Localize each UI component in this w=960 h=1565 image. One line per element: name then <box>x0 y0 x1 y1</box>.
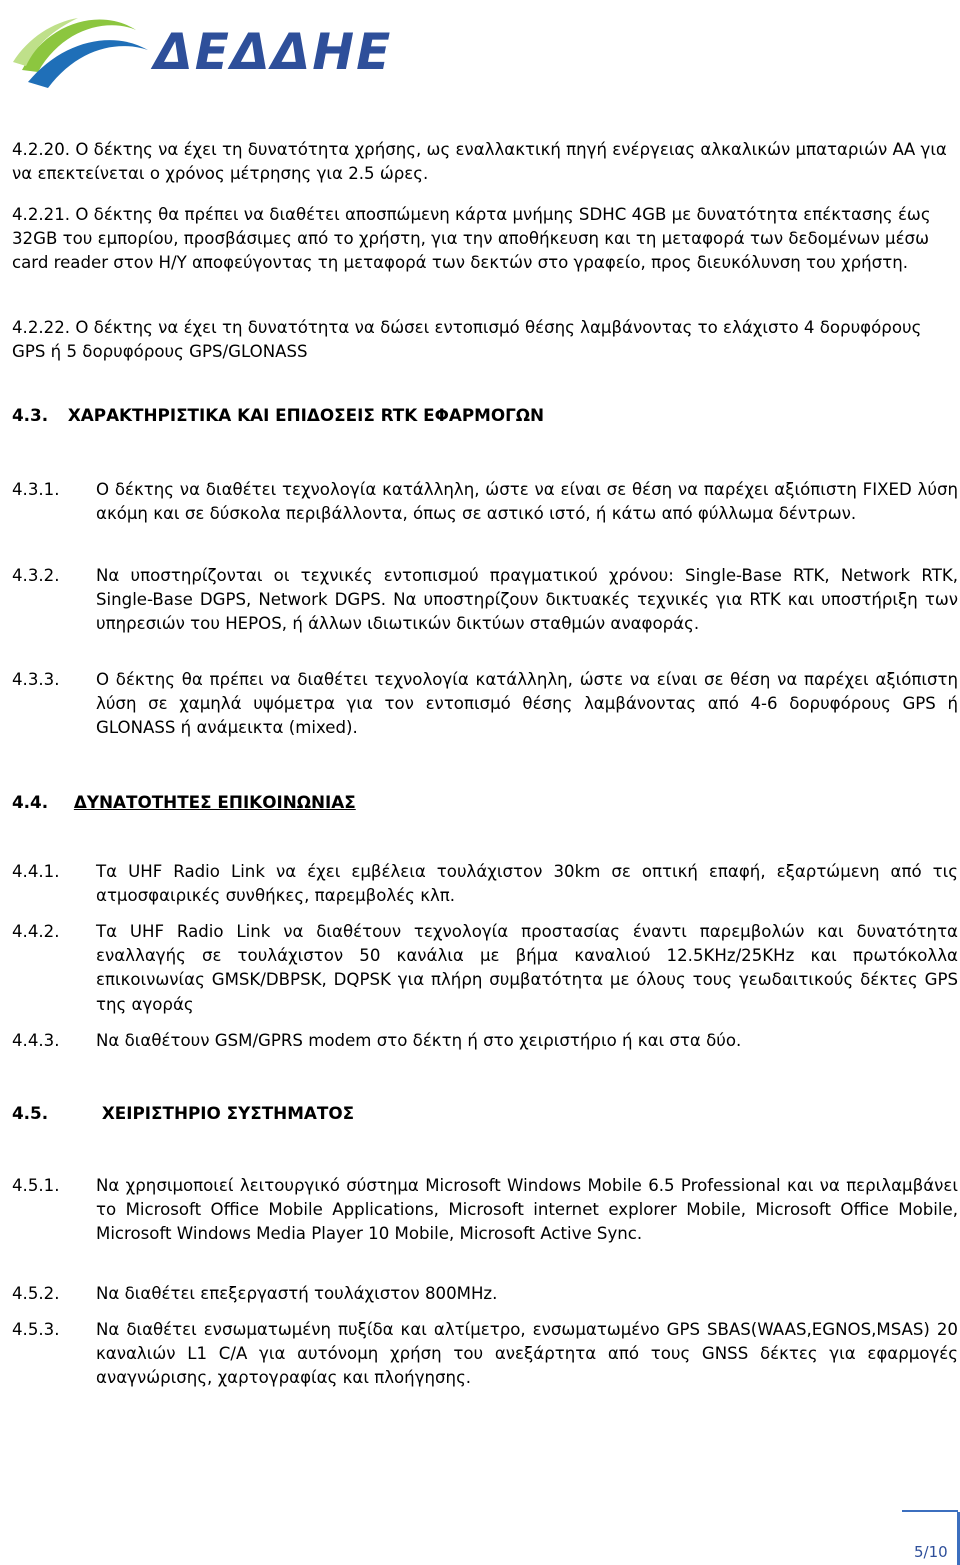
item-number: 4.5.3. <box>12 1320 60 1339</box>
item-number: 4.2.22. <box>12 318 71 337</box>
item-4-4-2 <box>12 920 958 1017</box>
company-logo <box>8 0 428 105</box>
heading-number: 4.5. <box>12 1103 49 1123</box>
item-number: 4.2.21. <box>12 205 71 224</box>
item-text: Τα UHF Radio Link να διαθέτουν τεχνολογία προστασίας έναντι παρεμβολών και δυνατότητα εναλλαγής σε τουλάχιστον 50 κανάλια με βήμα καναλιού 12.5KHz/25KHz και πρωτόκολλα επικοινωνίας GMSK/DBPSK, DQPSK για πλήρη συμβατότητα με όλους τους γεωδαιτικούς δέκτες GPS της αγοράς <box>96 922 958 1014</box>
section-heading-4-4 <box>12 791 356 813</box>
item-4-2-21 <box>12 203 958 276</box>
item-4-4-1 <box>12 860 958 908</box>
item-number: 4.3.3. <box>12 670 60 689</box>
heading-number: 4.4. <box>12 792 49 812</box>
item-text: Να διαθέτει επεξεργαστή τουλάχιστον 800MHz. <box>96 1284 498 1303</box>
item-text: Ο δέκτης θα πρέπει να διαθέτει αποσπώμενη κάρτα μνήμης SDHC 4GB με δυνατότητα επέκτασης έως 32GB του εμπορίου, προσβάσιμες από το χρήστη, για την αποθήκευση και τη μεταφορά των δεδομένων μέσω card reader στον Η/Υ αποφεύγοντας τη μεταφορά των δεκτών στο γραφείο, προς διευκόλυνση του χρήστη. <box>12 205 931 273</box>
item-text: Ο δέκτης να διαθέτει τεχνολογία κατάλληλη, ώστε να είναι σε θέση να παρέχει αξιόπιστη FIXED λύση ακόμη και σε δύσκολα περιβάλλοντα, όπως σε αστικό ιστό, ή κάτω από φύλλωμα δέντρων. <box>96 480 958 524</box>
item-number: 4.4.3. <box>12 1031 60 1050</box>
item-4-2-22 <box>12 316 958 364</box>
item-text: Να χρησιμοποιεί λειτουργικό σύστημα Microsoft Windows Mobile 6.5 Professional και να περιλαμβάνει το Microsoft Office Mobile Applications, Microsoft internet explorer Mobile, Microsoft Office Mobile, Microsoft Windows Media Player 10 Mobile, Microsoft Active Sync. <box>96 1176 958 1244</box>
item-4-4-3 <box>12 1029 958 1053</box>
item-text: Ο δέκτης θα πρέπει να διαθέτει τεχνολογία κατάλληλη, ώστε να είναι σε θέση να παρέχει αξιόπιστη λύση σε χαμηλά υψόμετρα για τον εντοπισμό θέσης λαμβάνοντας από 4-6 δορυφόρους GPS ή GLONASS ή ανάμεικτα (mixed). <box>96 670 958 738</box>
item-number: 4.3.2. <box>12 566 60 585</box>
item-4-5-1 <box>12 1174 958 1247</box>
item-text: Ο δέκτης να έχει τη δυνατότητα χρήσης, ως εναλλακτική πηγή ενέργειας αλκαλικών μπαταριών ΑΑ για να επεκτείνεται ο χρόνος μέτρησης για 2.5 ώρες. <box>12 140 947 184</box>
item-number: 4.5.2. <box>12 1284 60 1303</box>
item-number: 4.2.20. <box>12 140 71 159</box>
item-text: Ο δέκτης να έχει τη δυνατότητα να δώσει εντοπισμό θέσης λαμβάνοντας το ελάχιστο 4 δορυφόρους GPS ή 5 δορυφόρους GPS/GLONASS <box>12 318 922 362</box>
item-4-2-20 <box>12 138 958 186</box>
item-text: Να διαθέτει ενσωματωμένη πυξίδα και αλτίμετρο, ενσωματωμένο GPS SBAS(WAAS,EGNOS,MSAS) 20 καναλιών L1 C/A για αυτόνομη χρήση του ανεξάρτητα από τους GNSS δέκτες για εφαρμογές αναγνώρισης, χαρτογραφίας και πλοήγησης. <box>96 1320 958 1388</box>
section-heading-4-3 <box>12 404 544 426</box>
item-number: 4.4.1. <box>12 862 60 881</box>
heading-number: 4.3. <box>12 405 49 425</box>
footer-divider <box>902 1510 958 1512</box>
item-text: Να διαθέτουν GSM/GPRS modem στο δέκτη ή στο χειριστήριο ή και στα δύο. <box>96 1031 742 1050</box>
page-number: 5/10 <box>914 1543 948 1561</box>
item-4-5-2 <box>12 1282 958 1306</box>
item-4-5-3 <box>12 1318 958 1391</box>
heading-title: ΧΕΙΡΙΣΤΗΡΙΟ ΣΥΣΤΗΜΑΤΟΣ <box>101 1103 355 1123</box>
section-heading-4-5 <box>12 1102 354 1124</box>
item-number: 4.3.1. <box>12 480 60 499</box>
heading-title: ΧΑΡΑΚΤΗΡΙΣΤΙΚΑ ΚΑΙ ΕΠΙΔΟΣΕΙΣ RTK ΕΦΑΡΜΟΓΩΝ <box>67 405 545 425</box>
item-4-3-2 <box>12 564 958 637</box>
item-4-3-3 <box>12 668 958 741</box>
item-4-3-1 <box>12 478 958 526</box>
heading-title: ΔΥΝΑΤΟΤΗΤΕΣ ΕΠΙΚΟΙΝΩΝΙΑΣ <box>73 792 356 812</box>
item-number: 4.5.1. <box>12 1176 60 1195</box>
logo-swoosh-icon <box>8 0 158 105</box>
logo-text: ΔΕΔΔΗΕ <box>154 23 393 81</box>
item-text: Τα UHF Radio Link να έχει εμβέλεια τουλάχιστον 30km σε οπτική επαφή, εξαρτώμενη από τις ατμοσφαιρικές συνθήκες, παρεμβολές κλπ. <box>96 862 958 906</box>
item-text: Να υποστηρίζονται οι τεχνικές εντοπισμού πραγματικού χρόνου: Single-Base RTK, Network RTK, Single-Base DGPS, Network DGPS. Να υποστηρίζουν δικτυακές τεχνικές για RTK και υποστήριξη των υπηρεσιών του HEPOS, ή άλλων ιδιωτικών δικτύων σταθμών αναφοράς. <box>96 566 958 634</box>
item-number: 4.4.2. <box>12 922 60 941</box>
